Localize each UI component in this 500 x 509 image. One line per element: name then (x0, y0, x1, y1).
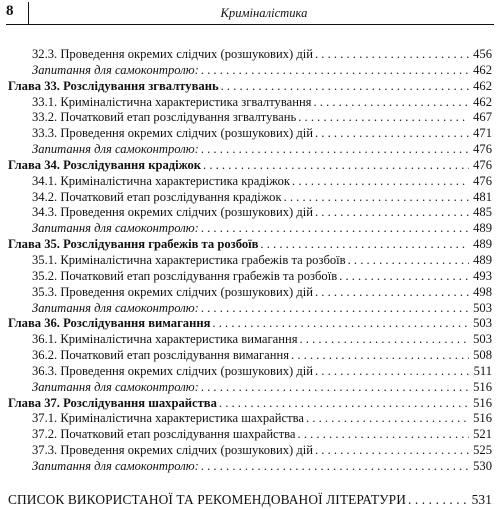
toc-section-row (8, 110, 492, 126)
toc-entry-page: 489 (473, 221, 492, 236)
toc-entry-title: 33.3. Проведення окремих слідчих (розшукових) дій (32, 126, 313, 141)
toc-questions-row (8, 142, 492, 158)
toc-entry-page: 498 (473, 284, 492, 299)
toc-entry-title: 37.1. Криміналістична характеристика шахрайства (32, 411, 304, 426)
toc-entry-page: 476 (473, 157, 492, 172)
toc-entry-page: 503 (473, 332, 492, 347)
toc-entry-title: 36.3. Проведення окремих слідчих (розшукових) дій (32, 363, 313, 378)
table-of-contents (8, 47, 492, 509)
toc-chapter-row (8, 316, 492, 332)
toc-entry-page: 489 (473, 252, 492, 267)
toc-section-row (8, 174, 492, 190)
toc-section-row (8, 126, 492, 142)
toc-entry-title: 33.1. Криміналістична характеристика згвалтування (32, 94, 312, 109)
dot-leader (201, 142, 469, 158)
toc-section-row (8, 348, 492, 364)
toc-entry-page: 511 (473, 363, 492, 378)
dot-leader (201, 380, 469, 396)
toc-questions-row (8, 221, 492, 237)
toc-section-row (8, 269, 492, 285)
toc-entry-title: Запитання для самоконтролю: (32, 142, 199, 157)
bibliography-title: СПИСОК ВИКОРИСТАНОЇ ТА РЕКОМЕНДОВАНОЇ ЛІТЕРАТУРИ (8, 491, 406, 507)
toc-entry-page: 476 (473, 142, 492, 157)
dot-leader (260, 237, 469, 253)
toc-section-row (8, 253, 492, 269)
dot-leader (339, 269, 469, 285)
toc-entry-title: Глава 33. Розслідування згвалтувань (8, 78, 219, 93)
toc-entry-page: 462 (473, 62, 492, 77)
dot-leader (201, 63, 469, 79)
toc-entry-page: 503 (473, 300, 492, 315)
dot-leader (212, 316, 469, 332)
dot-leader (292, 174, 469, 190)
toc-entry-title: 35.2. Початковий етап розслідування грабежів та розбоїв (32, 268, 338, 283)
toc-entry-page: 525 (473, 443, 492, 458)
toc-section-row (8, 411, 492, 427)
spacer (8, 475, 492, 491)
page-number: 8 (6, 3, 14, 19)
toc-entry-title: Глава 35. Розслідування грабежів та розбоїв (8, 237, 259, 252)
dot-leader (291, 348, 469, 364)
toc-entry-title: 34.3. Проведення окремих слідчих (розшукових) дій (32, 205, 313, 220)
toc-entry-title: 37.3. Проведення окремих слідчих (розшукових) дій (32, 443, 313, 458)
toc-entry-title: 35.3. Проведення окремих слідчих (розшукових) дій (32, 284, 313, 299)
dot-leader (315, 443, 469, 459)
toc-entry-page: 503 (473, 316, 492, 331)
dot-leader (313, 95, 469, 111)
toc-chapter-row (8, 158, 492, 174)
header-divider (28, 2, 29, 24)
bibliography-page: 531 (471, 491, 492, 507)
toc-section-row (8, 95, 492, 111)
dot-leader (315, 285, 469, 301)
toc-section-row (8, 332, 492, 348)
toc-entry-title: Глава 34. Розслідування крадіжок (8, 157, 202, 172)
running-title: Криміналістика (220, 6, 308, 20)
page-header (6, 2, 494, 25)
toc-entry-page: 516 (473, 411, 492, 426)
toc-entry-title: Запитання для самоконтролю: (32, 300, 199, 315)
toc-entry-title: Запитання для самоконтролю: (32, 379, 199, 394)
toc-questions-row (8, 63, 492, 79)
toc-entry-title: 33.2. Початковий етап розслідування згвалтувань (32, 110, 297, 125)
toc-entry-page: 516 (473, 395, 492, 410)
toc-section-row (8, 47, 492, 63)
toc-entry-page: 508 (473, 348, 492, 363)
toc-section-row (8, 205, 492, 221)
toc-entry-title: Глава 36. Розслідування вимагання (8, 316, 211, 331)
dot-leader (306, 411, 469, 427)
toc-entry-title: 37.2. Початковий етап розслідування шахрайства (32, 427, 296, 442)
dot-leader (201, 221, 469, 237)
dot-leader (221, 79, 470, 95)
toc-entry-title: Запитання для самоконтролю: (32, 62, 199, 77)
dot-leader (348, 253, 470, 269)
dot-leader (315, 205, 469, 221)
toc-entry-page: 530 (473, 458, 492, 473)
dot-leader (315, 364, 470, 380)
toc-chapter-row (8, 396, 492, 412)
toc-entry-title: 34.1. Криміналістична характеристика крадіжок (32, 173, 291, 188)
toc-entry-page: 493 (473, 268, 492, 283)
dot-leader (298, 110, 469, 126)
toc-entry-title: 35.1. Криміналістична характеристика грабежів та розбоїв (32, 252, 346, 267)
dot-leader (315, 126, 469, 142)
dot-leader (315, 47, 469, 63)
dot-leader (284, 190, 470, 206)
dot-leader (201, 459, 469, 475)
dot-leader (201, 301, 469, 317)
toc-chapter-row (8, 237, 492, 253)
toc-entry-title: Запитання для самоконтролю: (32, 221, 199, 236)
toc-section-row (8, 190, 492, 206)
toc-entry-page: 456 (473, 47, 492, 61)
toc-entry-page: 489 (473, 237, 492, 252)
toc-entry-title: 32.3. Проведення окремих слідчих (розшукових) дій (32, 47, 313, 61)
dot-leader (203, 158, 469, 174)
toc-entry-title: Запитання для самоконтролю: (32, 458, 199, 473)
dot-leader (219, 396, 469, 412)
toc-entry-page: 485 (473, 205, 492, 220)
dot-leader (299, 332, 469, 348)
toc-chapter-row (8, 79, 492, 95)
toc-entry-page: 521 (473, 427, 492, 442)
dot-leader (298, 427, 470, 443)
toc-entry-page: 467 (473, 110, 492, 125)
toc-entry-title: 36.2. Початковий етап розслідування вимагання (32, 348, 290, 363)
toc-entry-page: 471 (473, 126, 492, 141)
toc-entry-page: 516 (473, 379, 492, 394)
toc-questions-row (8, 301, 492, 317)
toc-entry-title: 34.2. Початковий етап розслідування крадіжок (32, 189, 282, 204)
toc-entry-page: 476 (473, 173, 492, 188)
toc-entry-page: 462 (473, 94, 492, 109)
toc-entry-page: 481 (473, 189, 492, 204)
toc-entry-title: 36.1. Криміналістична характеристика вимагання (32, 332, 298, 347)
toc-questions-row (8, 380, 492, 396)
toc-section-row (8, 427, 492, 443)
toc-section-row (8, 285, 492, 301)
toc-entry-title: Глава 37. Розслідування шахрайства (8, 395, 217, 410)
toc-section-row (8, 364, 492, 380)
toc-section-row (8, 443, 492, 459)
toc-questions-row (8, 459, 492, 475)
toc-entry-page: 462 (473, 78, 492, 93)
